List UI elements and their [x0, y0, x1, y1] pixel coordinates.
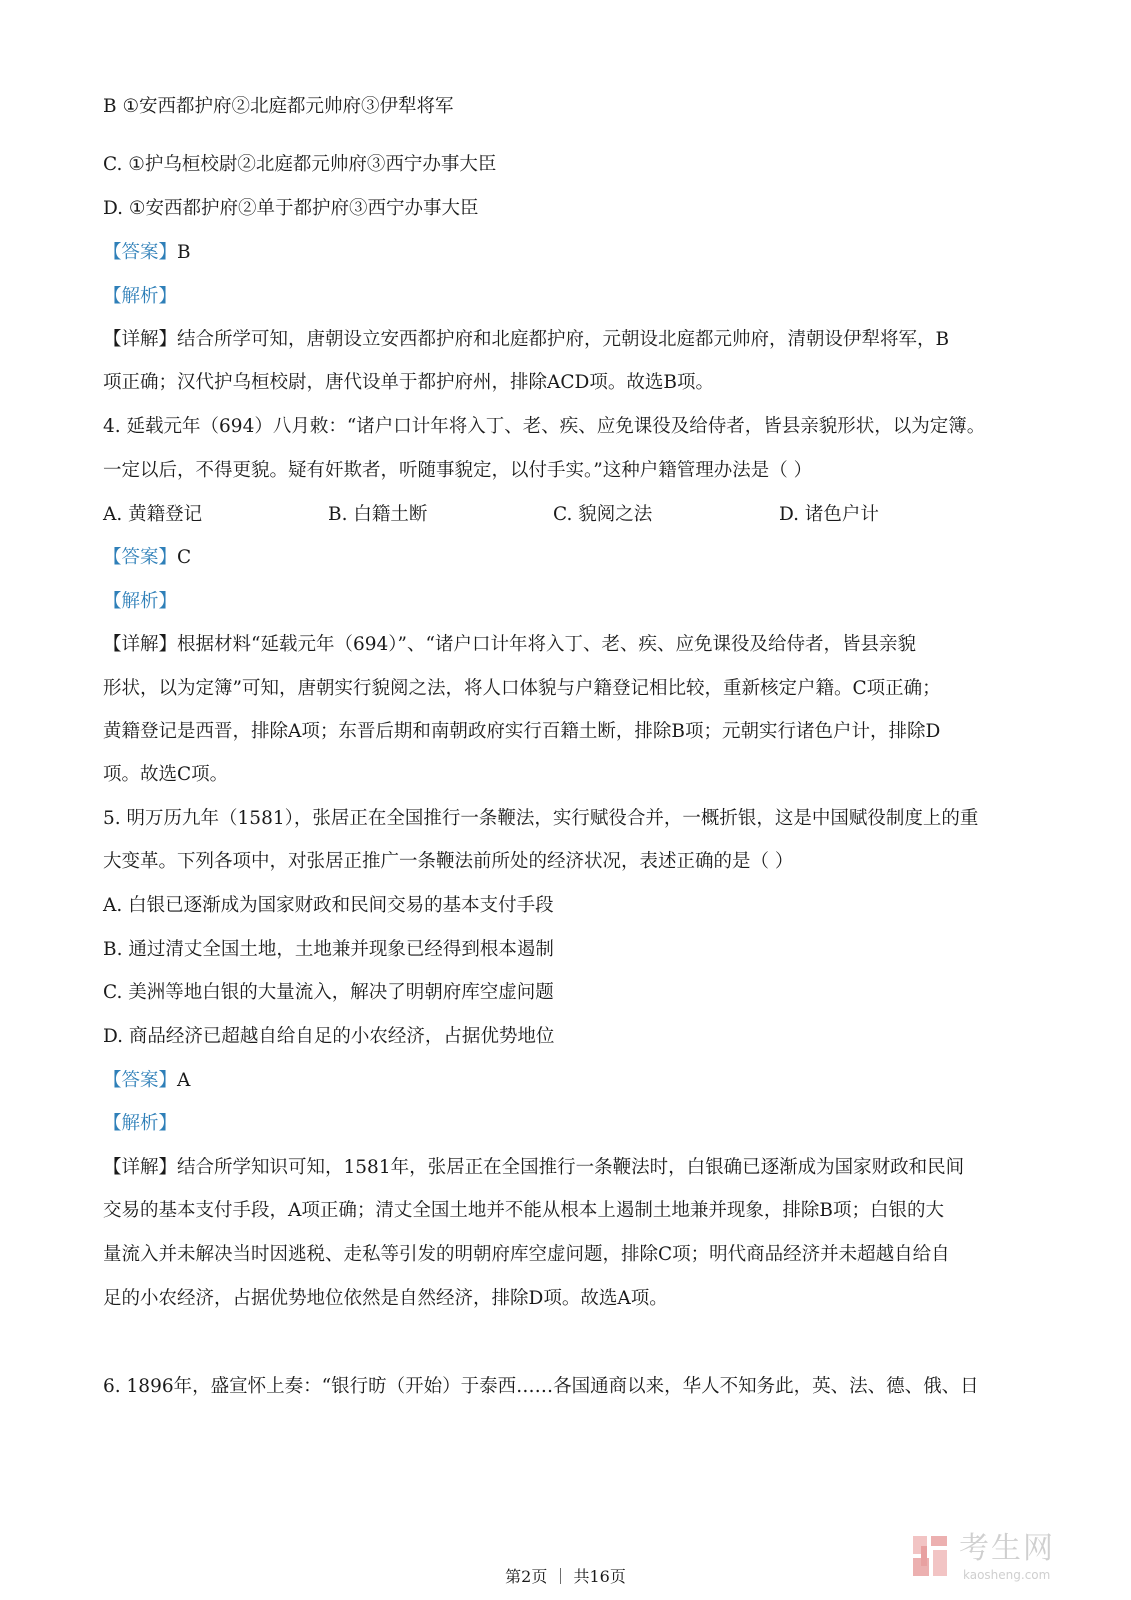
- q3-detail-text-1: 结合所学可知，唐朝设立安西都护府和北庭都护府，元朝设北庭都元帅府，清朝设伊犁将军，B: [177, 329, 950, 350]
- q4-answer-line: [103, 545, 1033, 571]
- analysis-label: 【解析】: [103, 286, 178, 307]
- watermark-text: 考生网: [959, 1531, 1055, 1566]
- q5-detail-line-3: 量流入并未解决当时因逃税、走私等引发的明朝府库空虚问题，排除C项；明代商品经济并未超越自给自: [103, 1244, 950, 1265]
- q4-detail-line-4: 项。故选C项。: [103, 764, 229, 785]
- q3-analysis-label: [103, 284, 1033, 310]
- q3-detail-line-2: 项正确；汉代护乌桓校尉，唐代设单于都护府州，排除ACD项。故选B项。: [103, 372, 714, 393]
- q4-stem-line-1: 4. 延载元年（694）八月敕：“诸户口计年将入丁、老、疾、应免课役及给侍者，皆县亲貌形状，以为定簿。: [103, 416, 986, 437]
- watermark-url: kaosheng.com: [963, 1568, 1051, 1582]
- page-footer: 第2页 ｜ 共16页: [505, 1567, 626, 1586]
- q5-analysis-label: [103, 1111, 1033, 1137]
- q5-option-a: A. 白银已逐渐成为国家财政和民间交易的基本支付手段: [103, 895, 554, 916]
- answer-label: 【答案】: [103, 1070, 178, 1091]
- q3-answer-line: [103, 240, 1033, 266]
- q4-detail-line-1: [103, 632, 1033, 658]
- q5-answer-line: [103, 1068, 1033, 1094]
- analysis-label: 【解析】: [103, 591, 178, 612]
- q4-detail-line-3: 黄籍登记是西晋，排除A项；东晋后期和南朝政府实行百籍土断，排除B项；元朝实行诸色户计，排除D: [103, 721, 941, 742]
- q3-detail-line-1: [103, 327, 1033, 353]
- q3-option-c: C. ①护乌桓校尉②北庭都元帅府③西宁办事大臣: [103, 154, 497, 175]
- q5-detail-line-4: 足的小农经济，占据优势地位依然是自然经济，排除D项。故选A项。: [103, 1288, 668, 1309]
- q4-analysis-label: [103, 589, 1033, 615]
- q4-answer-value: C: [177, 547, 192, 568]
- q5-option-b: B. 通过清丈全国土地，土地兼并现象已经得到根本遏制: [103, 939, 554, 960]
- q5-option-d: D. 商品经济已超越自给自足的小农经济，占据优势地位: [103, 1026, 555, 1047]
- analysis-label: 【解析】: [103, 1113, 178, 1134]
- q4-detail-line-2: 形状，以为定簿”可知，唐朝实行貌阅之法，将人口体貌与户籍登记相比较，重新核定户籍。C项正确；: [103, 678, 941, 699]
- q6-stem-line-1: 6. 1896年，盛宣怀上奏：“银行昉（开始）于泰西……各国通商以来，华人不知务此，英、法、德、俄、日: [103, 1376, 979, 1397]
- q5-stem-line-2: 大变革。下列各项中，对张居正推广一条鞭法前所处的经济状况，表述正确的是（ ）: [103, 851, 794, 872]
- answer-label: 【答案】: [103, 242, 178, 263]
- q5-stem-line-1: 5. 明万历九年（1581），张居正在全国推行一条鞭法，实行赋役合并，一概折银，这是中国赋役制度上的重: [103, 808, 979, 829]
- q4-option-b: B. 白籍土断: [328, 504, 428, 525]
- q5-option-c: C. 美洲等地白银的大量流入，解决了明朝府库空虚问题: [103, 982, 554, 1003]
- q5-detail-line-1: [103, 1155, 1033, 1181]
- q5-detail-line-2: 交易的基本支付手段，A项正确；清丈全国土地并不能从根本上遏制土地兼并现象，排除B项；白银的大: [103, 1200, 944, 1221]
- answer-label: 【答案】: [103, 547, 178, 568]
- q4-stem-line-2: 一定以后，不得更貌。疑有奸欺者，听随事貌定，以付手实。”这种户籍管理办法是（ ）: [103, 460, 813, 481]
- q3-option-b: B ①安西都护府②北庭都元帅府③伊犁将军: [103, 96, 454, 117]
- q4-option-a: A. 黄籍登记: [103, 504, 203, 525]
- detail-label: 【详解】: [103, 634, 178, 655]
- q5-detail-text-1: 结合所学知识可知，1581年，张居正在全国推行一条鞭法时，白银确已逐渐成为国家财政和民间: [177, 1157, 965, 1178]
- q3-answer-value: B: [177, 242, 191, 263]
- detail-label: 【详解】: [103, 1157, 178, 1178]
- q4-option-d: D. 诸色户计: [779, 504, 879, 525]
- q4-option-c: C. 貌阅之法: [553, 504, 653, 525]
- q5-answer-value: A: [177, 1070, 191, 1091]
- detail-label: 【详解】: [103, 329, 178, 350]
- q3-option-d: D. ①安西都护府②单于都护府③西宁办事大臣: [103, 198, 479, 219]
- q4-detail-text-1: 根据材料“延载元年（694）”、“诸户口计年将入丁、老、疾、应免课役及给侍者，皆县亲貌: [177, 634, 916, 655]
